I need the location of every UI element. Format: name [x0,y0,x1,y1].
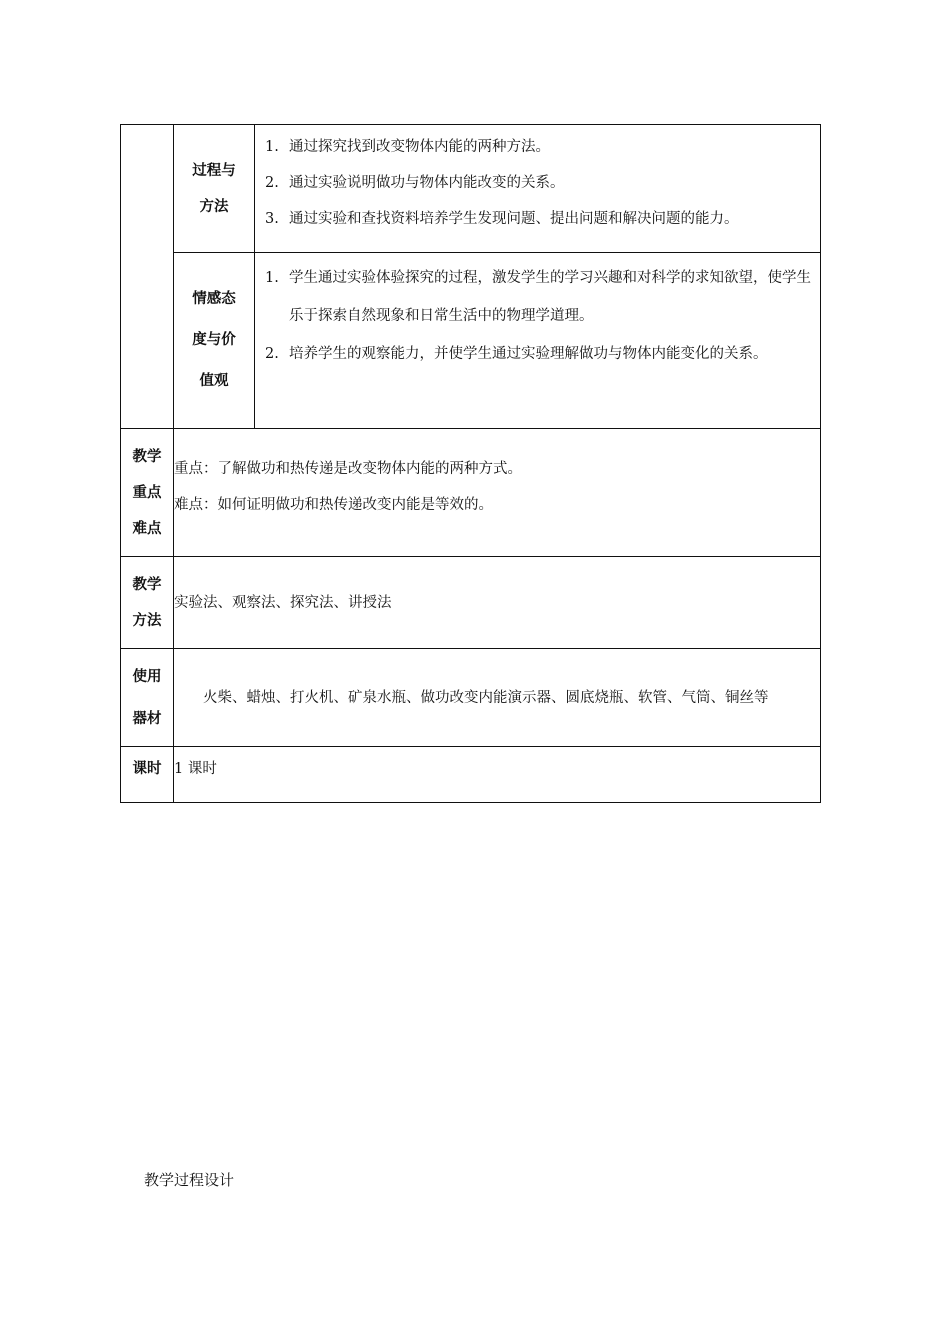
list-item: 3. 通过实验和查找资料培养学生发现问题、提出问题和解决问题的能力。 [265,211,739,227]
equipment-label-line1: 使用 [132,668,162,685]
list-item: 1. 学生通过实验体验探究的过程，激发学生的学习兴趣和对科学的求知欲望，使学生乐于探索自然现象和日常生活中的物理学道理。 [265,270,811,324]
equipment-text: 火柴、蜡烛、打火机、矿泉水瓶、做功改变内能演示器、圆底烧瓶、软管、气筒、铜丝等 [203,689,769,706]
key-label-line3: 难点 [132,520,162,537]
difficulty-text: 难点：如何证明做功和热传递改变内能是等效的。 [174,497,493,513]
row-emotion-values [121,253,821,429]
row-key-points [121,429,821,557]
process-method-content [255,125,821,253]
emotion-label-line2: 度与价 [192,332,236,348]
key-points-label [121,429,174,557]
key-points-content [174,429,821,557]
methods-content [174,557,821,649]
section-title: 教学过程设计 [144,1171,235,1189]
list-item: 1. 通过探究找到改变物体内能的两种方法。 [265,139,550,155]
list-item: 2. 培养学生的观察能力，并使学生通过实验理解做功与物体内能变化的关系。 [265,346,768,362]
methods-label-line2: 方法 [132,612,162,629]
emotion-label-line1: 情感态 [192,291,236,307]
focus-text: 重点：了解做功和热传递是改变物体内能的两种方式。 [174,461,522,477]
key-label-line2: 重点 [132,484,162,501]
emotion-values-list [255,259,820,373]
emotion-values-label [174,253,255,429]
methods-text: 实验法、观察法、探究法、讲授法 [174,594,392,611]
equipment-label [121,649,174,747]
lesson-plan-table [120,124,821,803]
hours-label: 课时 [121,747,174,803]
row-methods [121,557,821,649]
row-process-method [121,125,821,253]
goals-outer-label-cell [121,125,174,429]
methods-label-line1: 教学 [132,576,162,593]
process-label-line1: 过程与 [192,162,236,179]
equipment-label-line2: 器材 [132,710,162,727]
emotion-label-line3: 值观 [199,373,229,389]
list-item: 2. 通过实验说明做功与物体内能改变的关系。 [265,175,565,191]
equipment-content [174,649,821,747]
emotion-values-content [255,253,821,429]
hours-content [174,747,821,803]
row-hours [121,747,821,803]
process-method-list [255,129,820,237]
methods-label [121,557,174,649]
process-label-line2: 方法 [199,198,229,215]
process-method-label [174,125,255,253]
row-equipment [121,649,821,747]
key-label-line1: 教学 [132,448,162,465]
hours-text: 1 课时 [174,761,217,777]
